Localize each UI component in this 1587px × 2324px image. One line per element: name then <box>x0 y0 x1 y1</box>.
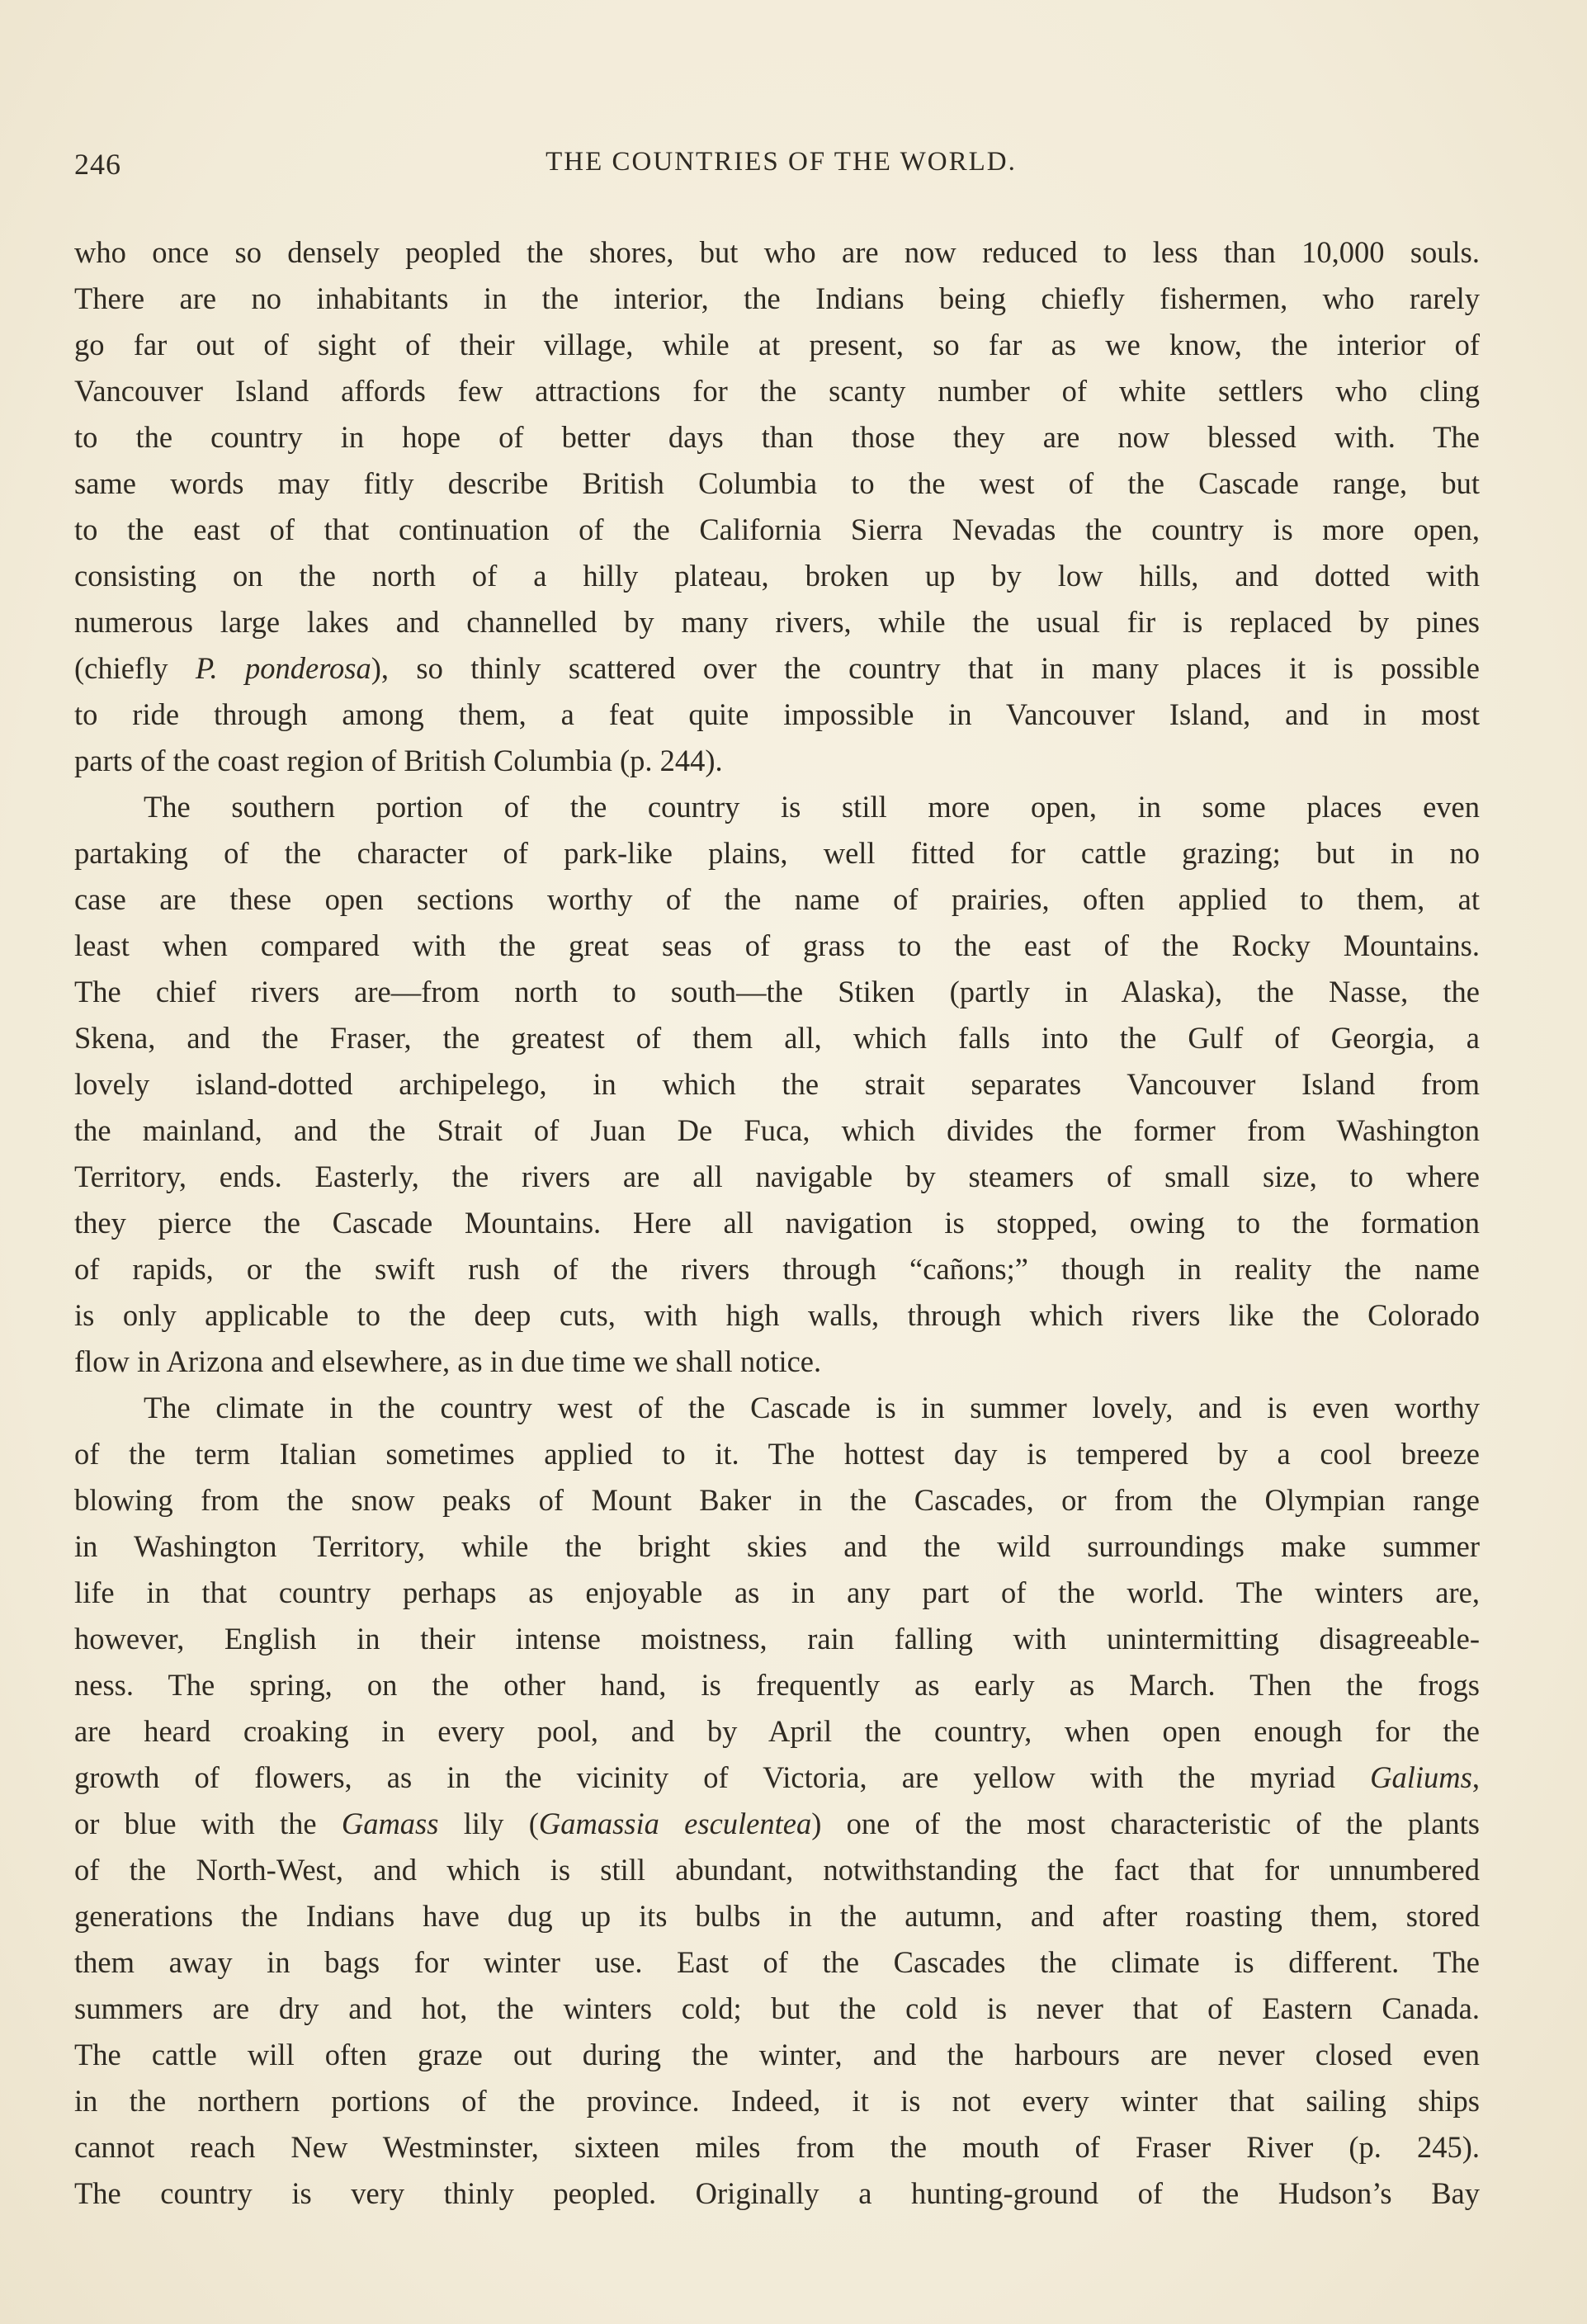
text-line: however, English in their intense moistness, rain falling with unintermitting disagreeable- <box>74 1622 1480 1656</box>
text-line: ness. The spring, on the other hand, is frequently as early as March. Then the frogs <box>74 1668 1480 1702</box>
text-line: blowing from the snow peaks of Mount Baker in the Cascades, or from the Olympian range <box>74 1483 1480 1517</box>
text-line: are heard croaking in every pool, and by April the country, when open enough for the <box>74 1714 1480 1748</box>
body-text <box>74 229 1480 2217</box>
text-line: is only applicable to the deep cuts, with high walls, through which rivers like the Colorado <box>74 1298 1480 1332</box>
text-line: of rapids, or the swift rush of the rivers through “cañons;” though in reality the name <box>74 1252 1480 1286</box>
paragraph-2 <box>74 784 1480 1385</box>
text-line: same words may fitly describe British Columbia to the west of the Cascade range, but <box>74 466 1480 500</box>
text-line: The chief rivers are—from north to south—the Stiken (partly in Alaska), the Nasse, the <box>74 975 1480 1008</box>
text-line: partaking of the character of park-like plains, well fitted for cattle grazing; but in no <box>74 836 1480 870</box>
text-line: growth of flowers, as in the vicinity of Victoria, are yellow with the myriad Galiums, <box>74 1760 1480 1794</box>
page-number: 246 <box>74 148 121 181</box>
text-line: to the east of that continuation of the California Sierra Nevadas the country is more open, <box>74 513 1480 546</box>
text-line: life in that country perhaps as enjoyable as in any part of the world. The winters are, <box>74 1575 1480 1609</box>
text-line: to ride through among them, a feat quite impossible in Vancouver Island, and in most <box>74 697 1480 731</box>
running-title: THE COUNTRIES OF THE WORLD. <box>546 147 1017 177</box>
text-line: numerous large lakes and channelled by many rivers, while the usual fir is replaced by pines <box>74 605 1480 639</box>
text-line: go far out of sight of their village, while at present, so far as we know, the interior of <box>74 328 1480 361</box>
text-line: flow in Arizona and elsewhere, as in due time we shall notice. <box>74 1344 822 1378</box>
text-line: least when compared with the great seas of grass to the east of the Rocky Mountains. <box>74 928 1480 962</box>
text-line: Vancouver Island affords few attractions for the scanty number of white settlers who cling <box>74 374 1480 408</box>
text-line: Skena, and the Fraser, the greatest of them all, which falls into the Gulf of Georgia, a <box>74 1021 1480 1055</box>
text-line: the mainland, and the Strait of Juan De Fuca, which divides the former from Washington <box>74 1113 1480 1147</box>
text-line: or blue with the Gamass lily (Gamassia esculentea) one of the most characteristic of the plants <box>74 1807 1480 1840</box>
page-header <box>74 147 1488 190</box>
text-line: consisting on the north of a hilly plateau, broken up by low hills, and dotted with <box>74 559 1480 593</box>
text-line: (chiefly P. ponderosa), so thinly scattered over the country that in many places it is possible <box>74 651 1480 685</box>
text-line: they pierce the Cascade Mountains. Here all navigation is stopped, owing to the formation <box>74 1206 1480 1240</box>
text-line: to the country in hope of better days than those they are now blessed with. The <box>74 420 1480 454</box>
text-line: in the northern portions of the province. Indeed, it is not every winter that sailing ships <box>74 2084 1480 2118</box>
text-line: case are these open sections worthy of the name of prairies, often applied to them, at <box>74 882 1480 916</box>
text-line: in Washington Territory, while the bright skies and the wild surroundings make summer <box>74 1529 1480 1563</box>
text-line: summers are dry and hot, the winters cold; but the cold is never that of Eastern Canada. <box>74 1991 1480 2025</box>
text-line: There are no inhabitants in the interior, the Indians being chiefly fishermen, who rarely <box>74 281 1480 315</box>
text-line: lovely island-dotted archipelego, in which the strait separates Vancouver Island from <box>74 1067 1480 1101</box>
text-line: of the North-West, and which is still abundant, notwithstanding the fact that for unnumbered <box>74 1853 1480 1887</box>
text-line: cannot reach New Westminster, sixteen miles from the mouth of Fraser River (p. 245). <box>74 2130 1480 2164</box>
text-line: them away in bags for winter use. East of the Cascades the climate is different. The <box>74 1945 1480 1979</box>
text-line: The cattle will often graze out during the winter, and the harbours are never closed even <box>74 2038 1480 2071</box>
text-line: generations the Indians have dug up its bulbs in the autumn, and after roasting them, stored <box>74 1899 1480 1933</box>
text-line: who once so densely peopled the shores, but who are now reduced to less than 10,000 souls. <box>74 235 1480 269</box>
text-line: The climate in the country west of the Cascade is in summer lovely, and is even worthy <box>144 1391 1480 1424</box>
text-line: of the term Italian sometimes applied to it. The hottest day is tempered by a cool breeze <box>74 1437 1480 1471</box>
text-line: The southern portion of the country is still more open, in some places even <box>144 790 1480 824</box>
paragraph-3 <box>74 1385 1480 2217</box>
text-line: The country is very thinly peopled. Originally a hunting-ground of the Hudson’s Bay <box>74 2176 1480 2210</box>
paragraph-1 <box>74 229 1480 784</box>
text-line: Territory, ends. Easterly, the rivers are all navigable by steamers of small size, to where <box>74 1160 1480 1193</box>
text-line: parts of the coast region of British Columbia (p. 244). <box>74 744 723 777</box>
